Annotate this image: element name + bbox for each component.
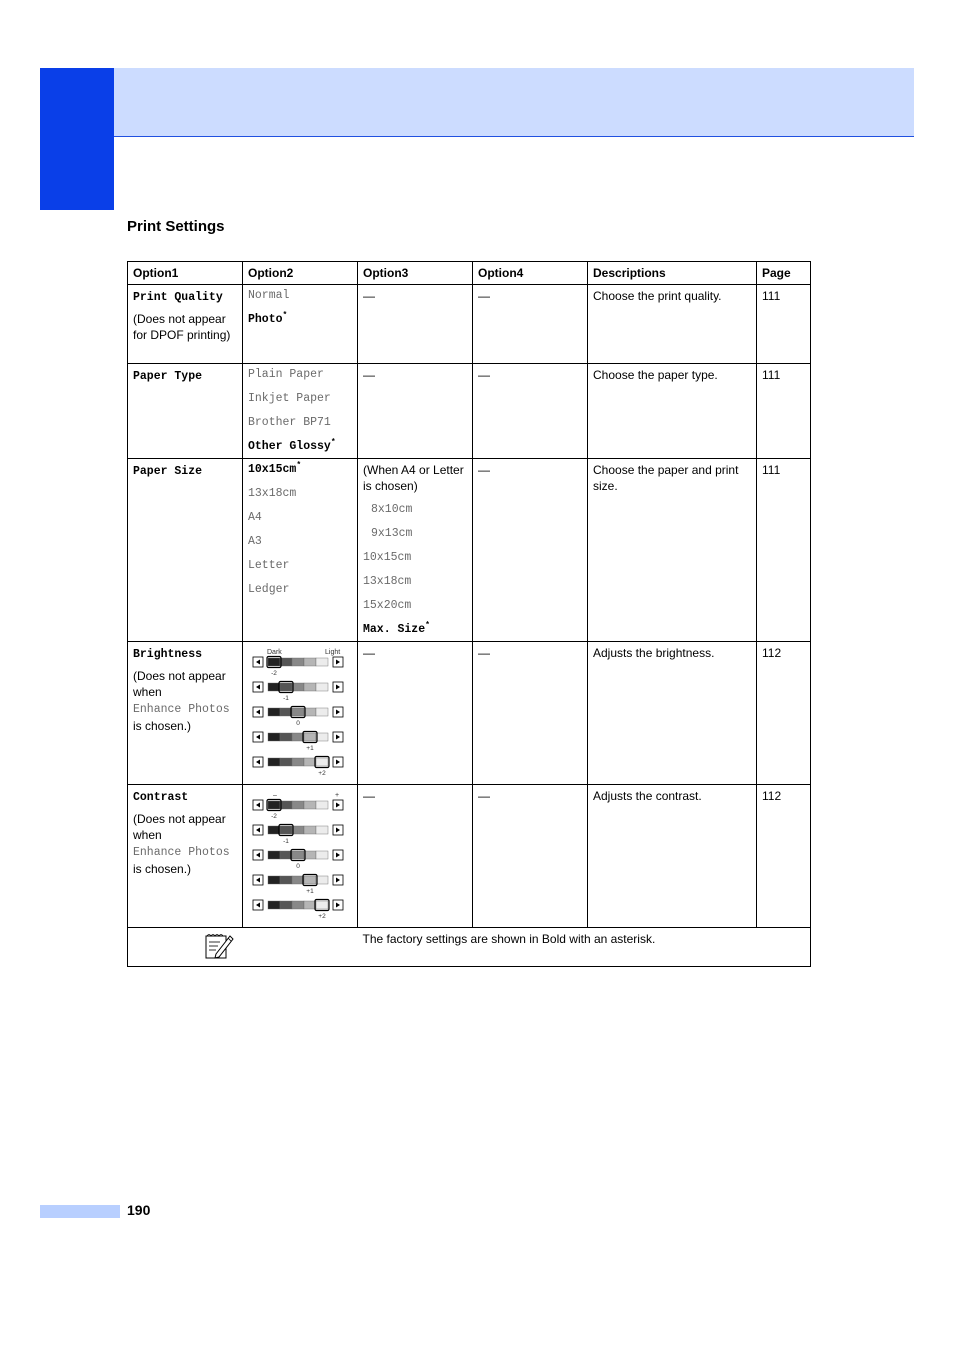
slider-segment: [304, 708, 316, 716]
option2-cell: [243, 459, 358, 642]
column-header: Option2: [243, 262, 358, 285]
option1-cell: [128, 785, 243, 928]
option-default: 10x15cm*: [248, 461, 302, 476]
option-value: Ledger: [248, 583, 290, 596]
slider-segment: [280, 901, 292, 909]
option1-cell: [128, 285, 243, 364]
option-name: Paper Type: [133, 370, 203, 383]
slider-segment: [268, 733, 280, 741]
slider-segment: [292, 708, 304, 716]
slider-segment: [316, 876, 328, 884]
slider-segment: [280, 851, 292, 859]
slider-segment: [304, 658, 316, 666]
page-number: 190: [127, 1202, 151, 1218]
description-cell: Adjusts the brightness.: [588, 642, 757, 785]
option-value: Plain Paper: [248, 368, 324, 381]
option-value: A4: [248, 511, 262, 524]
option-note: (When A4 or Letter is chosen): [363, 463, 464, 493]
level-slider: [248, 798, 348, 822]
description-cell: Choose the print quality.: [588, 285, 757, 364]
description-cell: Choose the paper type.: [588, 364, 757, 459]
option-value: Inkjet Paper: [248, 392, 331, 405]
table-row: [128, 642, 811, 785]
note-text: The factory settings are shown in Bold with an asterisk.: [362, 932, 656, 946]
slider-end-labels: [259, 645, 354, 654]
page-cell: 112: [757, 785, 811, 928]
slider-segment: [280, 733, 292, 741]
option4-cell: —: [473, 459, 588, 642]
slider-segment: [292, 658, 304, 666]
description-cell: Choose the paper and print size.: [588, 459, 757, 642]
column-header: Page: [757, 262, 811, 285]
page-cell: 112: [757, 642, 811, 785]
contrast-slider-stack: [248, 798, 352, 922]
level-slider: [248, 680, 348, 704]
slider-segment: [316, 758, 328, 766]
column-header: Option4: [473, 262, 588, 285]
slider-segment: [268, 851, 280, 859]
option3-cell: —: [358, 785, 473, 928]
page-cell: 111: [757, 459, 811, 642]
slider-segment: [292, 733, 304, 741]
column-header: Option1: [128, 262, 243, 285]
table-row: [128, 459, 811, 642]
note-row: [128, 928, 811, 967]
footer-bar: [40, 1205, 120, 1218]
slider-segment: [316, 683, 328, 691]
slider-segment: [304, 758, 316, 766]
slider-segment: [304, 851, 316, 859]
note-text-cell: [358, 928, 811, 967]
level-slider: [248, 823, 348, 847]
option-value: 8x10cm: [371, 503, 413, 516]
page-cell: 111: [757, 364, 811, 459]
table-row: [128, 364, 811, 459]
slider-level-label: -2: [271, 670, 277, 677]
slider-level-label: -1: [283, 695, 289, 702]
slider-segment: [268, 826, 280, 834]
option-value: 13x18cm: [363, 575, 412, 588]
option-name: Print Quality: [133, 291, 223, 304]
slider-segment: [268, 683, 280, 691]
slider-right-label: +: [335, 792, 340, 799]
slider-level-label: 0: [296, 863, 300, 870]
slider-left-label: Dark: [267, 649, 282, 656]
slider-segment: [292, 801, 304, 809]
slider-segment: [304, 683, 316, 691]
option-value: Letter: [248, 559, 290, 572]
slider-segment: [292, 876, 304, 884]
slider-end-labels: [259, 788, 354, 797]
slider-segment: [316, 801, 328, 809]
slider-segment: [280, 876, 292, 884]
option4-cell: —: [473, 642, 588, 785]
slider-segment: [280, 801, 292, 809]
slider-segment: [292, 758, 304, 766]
slider-segment: [316, 851, 328, 859]
memo-pencil-icon: [204, 932, 234, 960]
section-title: Print Settings: [127, 218, 225, 235]
header-band: [114, 68, 914, 137]
option-note: (Does not appear when Enhance Photos is chosen.): [133, 812, 230, 876]
slider-segment: [292, 826, 304, 834]
slider-level-label: +2: [318, 913, 326, 920]
description-cell: Adjusts the contrast.: [588, 785, 757, 928]
option-name: Paper Size: [133, 465, 203, 478]
slider-level-label: 0: [296, 720, 300, 727]
table-header-row: [128, 262, 811, 285]
option-value: 9x13cm: [371, 527, 413, 540]
slider-segment: [316, 901, 328, 909]
option3-cell: [358, 459, 473, 642]
level-slider: [248, 873, 348, 897]
slider-segment: [316, 733, 328, 741]
option-default: Photo*: [248, 311, 288, 326]
slider-segment: [280, 708, 292, 716]
column-header: Descriptions: [588, 262, 757, 285]
slider-segment: [292, 851, 304, 859]
slider-level-label: -1: [283, 838, 289, 845]
slider-segment: [304, 801, 316, 809]
option3-cell: —: [358, 285, 473, 364]
option-value: 13x18cm: [248, 487, 297, 500]
option-default: Other Glossy*: [248, 438, 336, 453]
chapter-tab-block: [40, 68, 114, 210]
option2-cell: [243, 364, 358, 459]
level-slider: [248, 755, 348, 779]
slider-segment: [304, 826, 316, 834]
slider-segment: [280, 826, 292, 834]
slider-level-label: -2: [271, 813, 277, 820]
slider-segment: [268, 758, 280, 766]
option-value: A3: [248, 535, 262, 548]
option4-cell: —: [473, 785, 588, 928]
option-note: (Does not appear when Enhance Photos is chosen.): [133, 669, 230, 733]
slider-level-label: +1: [306, 745, 314, 752]
option-default: Max. Size*: [363, 621, 430, 636]
slider-segment: [280, 758, 292, 766]
level-slider: [248, 848, 348, 872]
option2-cell: [243, 642, 358, 785]
slider-segment: [304, 876, 316, 884]
table-row: [128, 785, 811, 928]
slider-segment: [292, 683, 304, 691]
slider-left-label: –: [273, 792, 277, 799]
option-name: Contrast: [133, 791, 189, 804]
print-settings-table: [127, 261, 811, 967]
option1-cell: [128, 459, 243, 642]
table-row: [128, 285, 811, 364]
level-slider: [248, 898, 348, 922]
slider-segment: [316, 708, 328, 716]
level-slider: [248, 730, 348, 754]
slider-segment: [304, 733, 316, 741]
slider-segment: [304, 901, 316, 909]
option-value: Brother BP71: [248, 416, 331, 429]
slider-segment: [268, 876, 280, 884]
page-cell: 111: [757, 285, 811, 364]
option3-cell: —: [358, 642, 473, 785]
column-header: Option3: [358, 262, 473, 285]
option3-cell: —: [358, 364, 473, 459]
slider-segment: [280, 683, 292, 691]
slider-segment: [292, 901, 304, 909]
slider-segment: [268, 708, 280, 716]
slider-right-label: Light: [325, 649, 341, 656]
option-note: (Does not appear for DPOF printing): [133, 312, 231, 342]
option2-cell: [243, 285, 358, 364]
note-icon-cell: [128, 928, 358, 967]
slider-segment: [316, 826, 328, 834]
level-slider: [248, 705, 348, 729]
slider-segment: [268, 901, 280, 909]
option1-cell: [128, 364, 243, 459]
option-value: 10x15cm: [363, 551, 412, 564]
slider-level-label: +1: [306, 888, 314, 895]
option1-cell: [128, 642, 243, 785]
slider-segment: [280, 658, 292, 666]
option-name: Brightness: [133, 648, 203, 661]
option4-cell: —: [473, 285, 588, 364]
brightness-slider-stack: [248, 655, 352, 779]
option2-cell: [243, 785, 358, 928]
option-value: Normal: [248, 289, 290, 302]
option-value: 15x20cm: [363, 599, 412, 612]
slider-level-label: +2: [318, 770, 326, 777]
option4-cell: —: [473, 364, 588, 459]
